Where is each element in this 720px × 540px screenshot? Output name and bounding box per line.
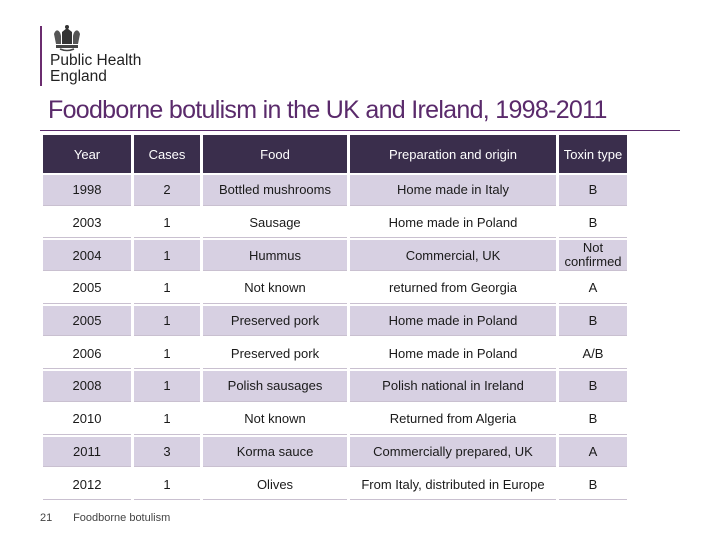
cell-food: Olives — [203, 469, 347, 500]
cell-food: Polish sausages — [203, 371, 347, 402]
page-number: 21 — [40, 512, 53, 524]
table-row — [43, 273, 627, 304]
cell-year: 2005 — [43, 273, 131, 304]
cell-cases: 1 — [134, 273, 200, 304]
cell-toxin: B — [559, 208, 627, 239]
cell-preparation: Home made in Poland — [350, 338, 556, 369]
table-row — [43, 175, 627, 206]
cell-year: 2012 — [43, 469, 131, 500]
cell-year: 2004 — [43, 240, 131, 271]
logo-rule — [40, 26, 42, 86]
cell-cases: 1 — [134, 338, 200, 369]
cell-year: 2006 — [43, 338, 131, 369]
slide-title: Foodborne botulism in the UK and Ireland, 1998-2011 — [48, 96, 607, 124]
cell-toxin: B — [559, 469, 627, 500]
cell-toxin: Not confirmed — [559, 240, 627, 271]
cell-year: 2003 — [43, 208, 131, 239]
header-toxin-type: Toxin type — [559, 135, 627, 173]
cell-toxin: B — [559, 175, 627, 206]
cell-toxin: A — [559, 273, 627, 304]
cell-cases: 1 — [134, 240, 200, 271]
cell-cases: 1 — [134, 404, 200, 435]
cell-preparation: Returned from Algeria — [350, 404, 556, 435]
org-name-line1: Public Health — [50, 52, 142, 69]
header-food: Food — [203, 135, 347, 173]
table-row — [43, 437, 627, 468]
cell-food: Bottled mushrooms — [203, 175, 347, 206]
cell-toxin: B — [559, 371, 627, 402]
header-year: Year — [43, 135, 131, 173]
cell-preparation: From Italy, distributed in Europe — [350, 469, 556, 500]
table-row — [43, 240, 627, 271]
royal-crest-icon — [52, 24, 82, 52]
cell-toxin: A — [559, 437, 627, 468]
table-row — [43, 469, 627, 500]
cell-toxin: A/B — [559, 338, 627, 369]
cell-cases: 1 — [134, 469, 200, 500]
cell-year: 2011 — [43, 437, 131, 468]
title-rule — [40, 130, 680, 131]
cell-cases: 1 — [134, 371, 200, 402]
cell-toxin: B — [559, 404, 627, 435]
cell-food: Preserved pork — [203, 338, 347, 369]
cell-year: 2008 — [43, 371, 131, 402]
cell-preparation: returned from Georgia — [350, 273, 556, 304]
org-name-line2: England — [50, 68, 107, 85]
table-header-row — [43, 135, 627, 173]
cell-food: Korma sauce — [203, 437, 347, 468]
cell-year: 1998 — [43, 175, 131, 206]
cell-cases: 3 — [134, 437, 200, 468]
cell-preparation: Home made in Italy — [350, 175, 556, 206]
cell-cases: 1 — [134, 208, 200, 239]
org-name — [50, 53, 141, 85]
cell-food: Preserved pork — [203, 306, 347, 337]
cell-preparation: Polish national in Ireland — [350, 371, 556, 402]
cell-food: Not known — [203, 273, 347, 304]
cell-cases: 1 — [134, 306, 200, 337]
cell-cases: 2 — [134, 175, 200, 206]
cell-preparation: Home made in Poland — [350, 208, 556, 239]
botulism-cases-table — [40, 133, 630, 502]
cell-food: Sausage — [203, 208, 347, 239]
table-row — [43, 208, 627, 239]
cell-preparation: Commercially prepared, UK — [350, 437, 556, 468]
cell-food: Not known — [203, 404, 347, 435]
header-cases: Cases — [134, 135, 200, 173]
table-row — [43, 338, 627, 369]
cell-toxin: B — [559, 306, 627, 337]
table-row — [43, 371, 627, 402]
table-row — [43, 306, 627, 337]
cell-year: 2005 — [43, 306, 131, 337]
table-row — [43, 404, 627, 435]
cell-preparation: Home made in Poland — [350, 306, 556, 337]
cell-year: 2010 — [43, 404, 131, 435]
slide-footer — [40, 512, 170, 524]
cell-food: Hummus — [203, 240, 347, 271]
footer-label: Foodborne botulism — [73, 512, 171, 524]
header-preparation-origin: Preparation and origin — [350, 135, 556, 173]
cell-preparation: Commercial, UK — [350, 240, 556, 271]
